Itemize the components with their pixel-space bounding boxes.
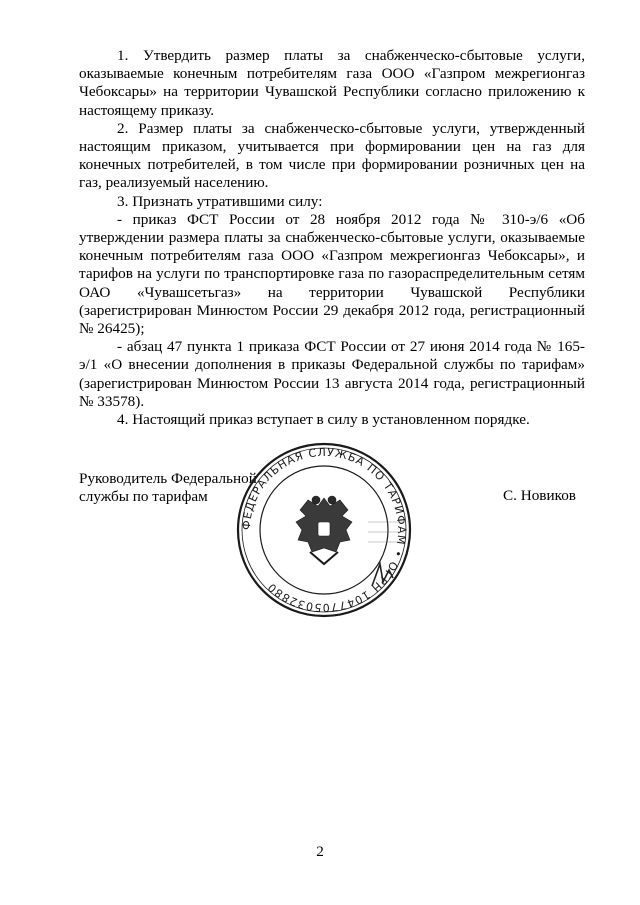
paragraph-3-item-1: - приказ ФСТ России от 28 ноября 2012 года № 310-э/6 «Об утверждении размера платы за снабженческо-сбытовые услуги, оказываемые конечным потребителям газа ООО «Газпром межрегионгаз Чебоксары», и тарифов на услуги по транспортировке газа по газораспределительным сетям ОАО «Чувашсетьгаз» на территории Чувашской Республики (зарегистрирован Минюстом России 29 декабря 2012 года, регистрационный № 26425);: [79, 210, 585, 338]
signatory-name: С. Новиков: [503, 487, 576, 504]
coat-of-arms-icon: [296, 496, 352, 564]
signatory-position-line-1: Руководитель Федеральной: [79, 470, 257, 487]
paragraph-3: 3. Признать утратившими силу:: [117, 192, 323, 210]
official-seal: [234, 440, 414, 620]
signatory-position-line-2: службы по тарифам: [79, 488, 208, 506]
paragraph-1: 1. Утвердить размер платы за снабженческо-сбытовые услуги, оказываемые конечным потребителям газа ООО «Газпром межрегионгаз Чебоксары» на территории Чувашской Республики согласно приложению к настоящему приказу.: [79, 47, 585, 119]
paragraph-3-item-2: - абзац 47 пункта 1 приказа ФСТ России от 27 июня 2014 года № 165-э/1 «О внесении дополнения в приказы Федеральной службы по тарифам» (зарегистрирован Минюстом России 13 августа 2014 года, регистрационный № 33578).: [79, 338, 585, 410]
order-body: [79, 47, 585, 429]
paragraph-2: 2. Размер платы за снабженческо-сбытовые услуги, утвержденный настоящим приказом, учитывается при формировании цен на газ для конечных потребителей, в том числе при формировании розничных цен на газ, реализуемый населению.: [79, 119, 585, 192]
page-number: 2: [316, 843, 324, 860]
seal-outer-text: ФЕДЕРАЛЬНАЯ СЛУЖБА ПО ТАРИФАМ • ОГРН 1047705032880: [239, 445, 409, 615]
paragraph-4: 4. Настоящий приказ вступает в силу в установленном порядке.: [117, 411, 530, 429]
